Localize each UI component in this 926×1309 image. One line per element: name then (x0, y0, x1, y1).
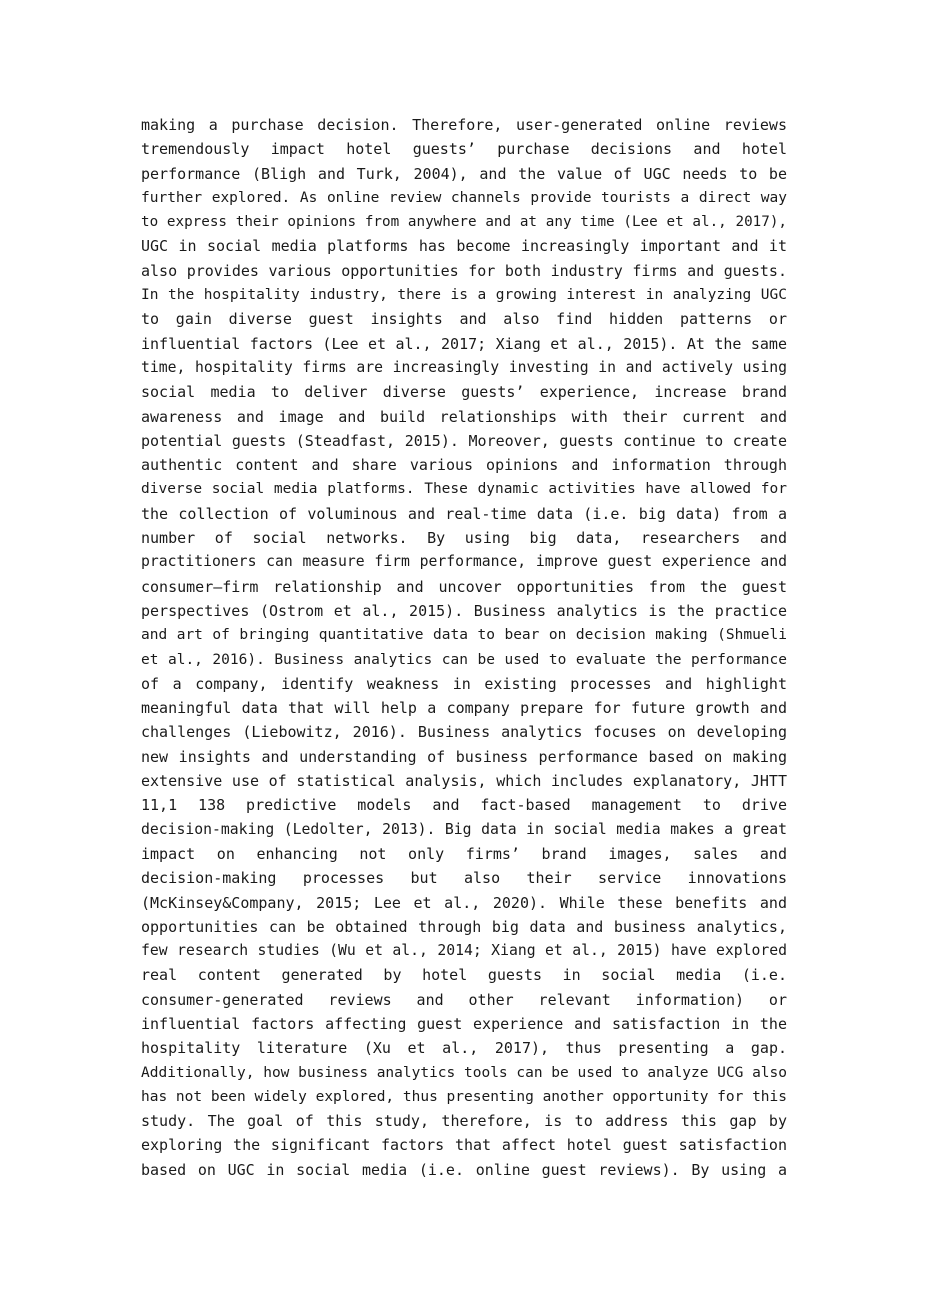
text-line: consumer–firm relationship and uncover opportunities from the guest (141, 577, 787, 596)
text-line: and art of bringing quantitative data to bear on decision making (Shmueli (141, 627, 787, 644)
text-line: number of social networks. By using big data, researchers and (141, 529, 787, 548)
text-line: authentic content and share various opinions and information through (141, 456, 787, 475)
document-page (141, 113, 787, 1182)
text-line: consumer-generated reviews and other relevant information) or (141, 990, 787, 1009)
text-line: further explored. As online review channels provide tourists a direct way (141, 189, 787, 206)
text-line: real content generated by hotel guests in social media (i.e. (141, 966, 787, 985)
text-line: also provides various opportunities for both industry firms and guests. (141, 261, 787, 280)
text-line: few research studies (Wu et al., 2014; Xiang et al., 2015) have explored (141, 942, 787, 960)
text-line: In the hospitality industry, there is a growing interest in analyzing UGC (141, 287, 787, 304)
text-line: of a company, identify weakness in existing processes and highlight (141, 674, 787, 693)
text-line: new insights and understanding of business performance based on making (141, 747, 787, 766)
text-line: making a purchase decision. Therefore, user-generated online reviews (141, 116, 787, 134)
text-line: awareness and image and build relationships with their current and (141, 407, 787, 426)
text-line: performance (Bligh and Turk, 2004), and the value of UGC needs to be (141, 164, 787, 183)
text-line: study. The goal of this study, therefore, is to address this gap by (141, 1112, 787, 1131)
text-line: influential factors affecting guest experience and satisfaction in the (141, 1014, 787, 1033)
text-line: diverse social media platforms. These dynamic activities have allowed for (141, 481, 787, 498)
text-line: opportunities can be obtained through big data and business analytics, (141, 917, 787, 936)
text-line: based on UGC in social media (i.e. online guest reviews). By using a (141, 1160, 787, 1179)
text-line: et al., 2016). Business analytics can be used to evaluate the performance (141, 651, 787, 668)
text-line: impact on enhancing not only firms’ brand images, sales and (141, 844, 787, 863)
text-line: potential guests (Steadfast, 2015). Moreover, guests continue to create (141, 431, 787, 450)
text-line: social media to deliver diverse guests’ experience, increase brand (141, 383, 787, 402)
text-line: exploring the significant factors that affect hotel guest satisfaction (141, 1136, 787, 1155)
text-line: hospitality literature (Xu et al., 2017), thus presenting a gap. (141, 1039, 787, 1058)
text-line: decision-making processes but also their service innovations (141, 869, 787, 888)
text-line: 11,1 138 predictive models and fact-based management to drive (141, 796, 787, 815)
text-line: decision-making (Ledolter, 2013). Big data in social media makes a great (141, 820, 787, 838)
text-line: UGC in social media platforms has become increasingly important and it (141, 237, 787, 256)
text-line: (McKinsey&Company, 2015; Lee et al., 2020). While these benefits and (141, 893, 787, 912)
text-line: meaningful data that will help a company prepare for future growth and (141, 699, 787, 718)
text-line: Additionally, how business analytics tools can be used to analyze UCG also (141, 1064, 787, 1081)
text-line: influential factors (Lee et al., 2017; Xiang et al., 2015). At the same (141, 334, 787, 353)
text-line: to gain diverse guest insights and also find hidden patterns or (141, 310, 787, 329)
text-line: challenges (Liebowitz, 2016). Business analytics focuses on developing (141, 723, 787, 742)
text-line: practitioners can measure firm performance, improve guest experience and (141, 553, 787, 571)
text-line: perspectives (Ostrom et al., 2015). Business analytics is the practice (141, 601, 787, 620)
text-line: to express their opinions from anywhere and at any time (Lee et al., 2017), (141, 214, 787, 231)
text-line: has not been widely explored, thus presenting another opportunity for this (141, 1088, 787, 1105)
text-line: tremendously impact hotel guests’ purchase decisions and hotel (141, 140, 787, 159)
text-line: extensive use of statistical analysis, which includes explanatory, JHTT (141, 772, 787, 791)
text-line: time, hospitality firms are increasingly investing in and actively using (141, 358, 787, 376)
text-line: the collection of voluminous and real-time data (i.e. big data) from a (141, 504, 787, 523)
